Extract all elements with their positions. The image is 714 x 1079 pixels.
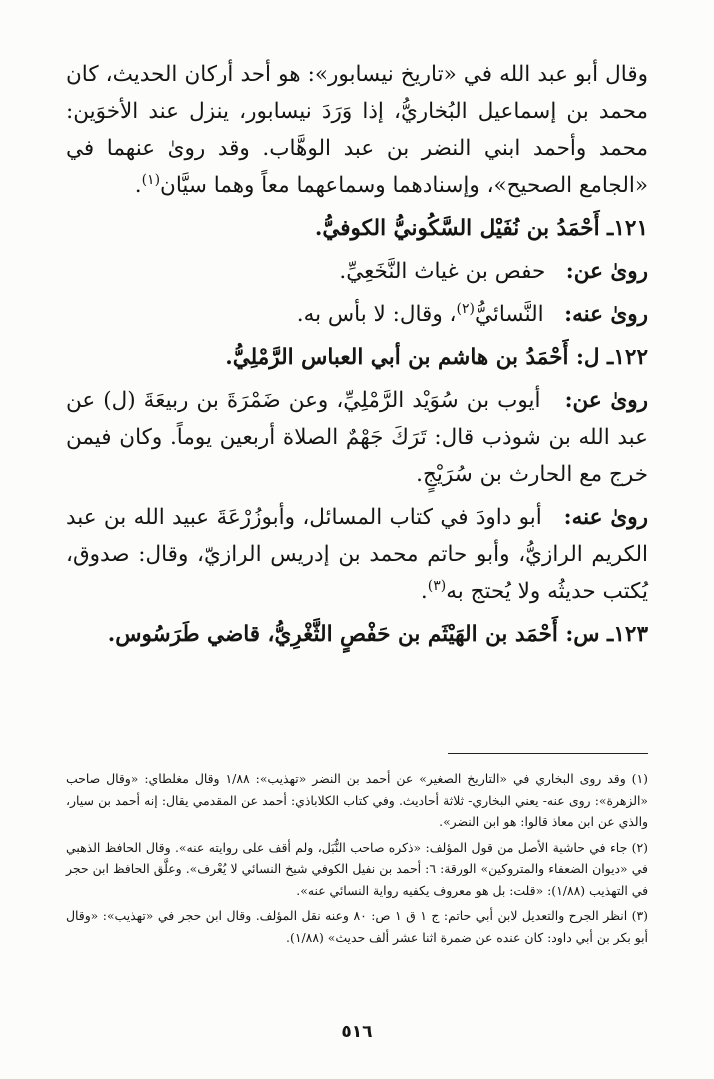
footnote-ref-2[interactable]: (٢) (456, 300, 475, 317)
rawa-an-label: روىٰ عن: (565, 259, 648, 284)
footnote-2: (٢) جاء في حاشية الأصل من قول المؤلف: «ذكره صاحب النُّبَل، ولم أقف على روايته عنه». وقال الحافظ الذهبي في «ديوان الضعفاء والمتروكين» الورقة: ٦: أحمد بن نفيل الكوفي شيخ النسائي لا يُعْرف». وعلَّق الحافظ ابن حجر في التهذيب (١/٨٨): «قلت: بل هو معروف يكفيه رواية النسائي عنه». (66, 839, 648, 898)
intro-paragraph: وقال أبو عبد الله في «تاريخ نيسابور»: هو أحد أركان الحديث، كان محمد بن إسماعيل البُخاريُّ، إذا وَرَدَ نيسابور، ينزل عند الأخوَين: محمد وأحمد ابني النضر بن عبد الوهَّاب. وقد روىٰ عنهما في «الجامع الصحيح»، وإسنادهما وسماعهما معاً وهما سيَّان$^{(١)}$. (66, 62, 648, 198)
rawa-anhu-text: أبو داودَ في كتاب المسائل، وأبوزُرْعَةَ عبيد الله بن عبد الكريم الرازيُّ، وأبو حاتم محمد بن إدريس الرازيّ، وقال: صدوق، يُكتب حديثُه ولا يُحتج به (66, 505, 648, 604)
entry-122-rawa-anhu: روىٰ عنه: أبو داودَ في كتاب المسائل، وأبوزُرْعَةَ عبيد الله بن عبد الكريم الرازيُّ، وأبو حاتم محمد بن إدريس الرازيّ، وقال: صدوق، يُكتب حديثُه ولا يُحتج به$^{(٣)}$. (66, 505, 649, 604)
rawa-anhu-text-a: النَّسائيُّ (474, 302, 544, 327)
entry-121-heading: ١٢١ـ أَحْمَدُ بن نُفَيْل السَّكُونيُّ الكوفيُّ. (314, 216, 648, 241)
rawa-anhu-label: روىٰ عنه: (563, 505, 649, 530)
entry-121-rawa-anhu (66, 296, 648, 333)
entry-121-rawa-an (66, 253, 648, 290)
entry-122-rawa-an (66, 382, 648, 493)
rawa-an-label: روىٰ عن: (564, 388, 648, 413)
intro-text: وقال أبو عبد الله في «تاريخ نيسابور»: هو أحد أركان الحديث، كان محمد بن إسماعيل البُخاريُّ، إذا وَرَدَ نيسابور، ينزل عند الأخوَين: محمد وأحمد ابني النضر بن عبد الوهَّاب. وقد روىٰ عنهما في «الجامع الصحيح»، وإسنادهما وسماعهما معاً وهما سيَّان (66, 62, 648, 198)
rawa-anhu-text-b: ، وقال: لا بأس به. (296, 302, 457, 327)
footnote-ref-3[interactable]: (٣) (427, 577, 447, 594)
rawa-anhu-label: روىٰ عنه: (564, 302, 648, 327)
page-number: ٥١٦ (341, 1022, 373, 1042)
rawa-an-text: حفص بن غياث النَّخَعِيِّ. (339, 259, 546, 284)
footnotes (66, 768, 648, 952)
main-text (66, 56, 648, 653)
entry-123-heading: ١٢٣ـ س: أَحْمَد بن الهَيْثَم بن حَفْصٍ الثَّغْرِيُّ، قاضي طَرَسُوس. (107, 622, 648, 647)
footnote-ref-1[interactable]: (١) (141, 171, 161, 188)
footnote-3: (٣) انظر الجرح والتعديل لابن أبي حاتم: ج ١ ق ١ ص: ٨٠ وعنه نقل المؤلف. وقال ابن حجر في «تهذيب»: «وقال أبو بكر بن أبي داود: كان عنده عن ضمرة اثنا عشر ألف حديث» (١/٨٨). (66, 908, 648, 945)
footnote-separator (448, 753, 648, 754)
rawa-an-text: أيوب بن سُوَيْد الرَّمْلِيِّ، وعن ضَمْرَةَ بن ربيعَةَ (ل) عن عبد الله بن شوذب قال: تَرَكَ جَهْمٌ الصلاة أربعين يوماً. وكان فيمن خرج مع الحارث بن سُرَيْجٍ. (66, 388, 648, 487)
footnote-1: (١) وقد روى البخاري في «التاريخ الصغير» عن أحمد بن النضر «تهذيب»: ١/٨٨ وقال مغلطاي: «وقال صاحب «الزهرة»: روى عنه- يعني البخاري- ثلاثة أحاديث. وفي كتاب الكلاباذي: أحمد عن المقدمي يقال: إنه أحمد بن سيار، والذي عن ابن معاذ قالوا: هو ابن النضر». (66, 771, 648, 829)
entry-122-heading: ١٢٢ـ ل: أَحْمَدُ بن هاشم بن أبي العباس الرَّمْلِيُّ. (225, 345, 648, 370)
